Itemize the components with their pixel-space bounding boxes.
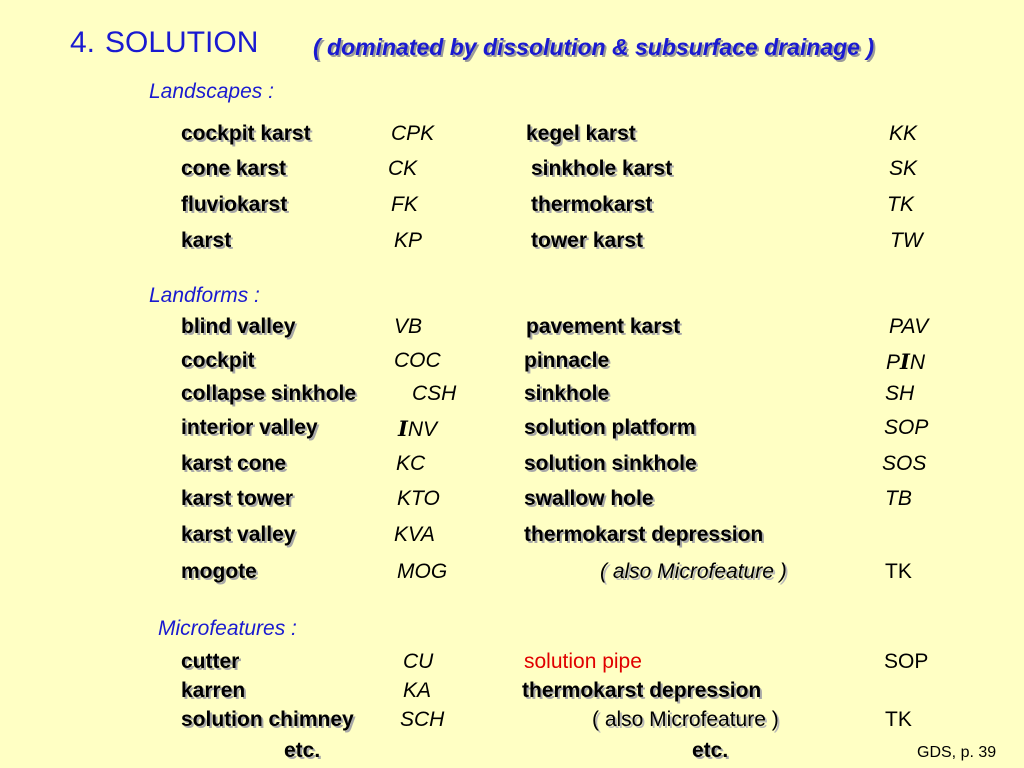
term-karst-cone: karst cone	[181, 452, 287, 475]
abbr-cpk: CPK	[391, 122, 435, 145]
abbr-coc: COC	[394, 349, 441, 372]
abbr-tk-micro: TK	[885, 708, 912, 731]
abbr-ck: CK	[388, 157, 418, 180]
abbr-pav: PAV	[889, 315, 929, 338]
term-sinkhole-karst: sinkhole karst	[531, 157, 673, 180]
abbr-ka: KA	[403, 679, 432, 702]
landforms-heading: Landforms :	[149, 284, 260, 307]
term-sinkhole: sinkhole	[524, 382, 610, 405]
abbr-inv: INV	[398, 416, 438, 441]
term-cone-karst: cone karst	[181, 157, 287, 180]
term-interior-valley: interior valley	[181, 416, 318, 439]
abbr-kc: KC	[396, 452, 426, 475]
term-swallow-hole: swallow hole	[524, 487, 654, 510]
abbr-kto: KTO	[397, 487, 440, 510]
abbr-csh: CSH	[412, 382, 457, 405]
term-karst: karst	[181, 229, 232, 252]
abbr-sos: SOS	[882, 452, 927, 475]
section-title: SOLUTION	[105, 26, 259, 59]
also-microfeature-note-micro: ( also Microfeature )	[592, 708, 779, 731]
page-reference: GDS, p. 39	[917, 744, 997, 761]
term-mogote: mogote	[181, 560, 257, 583]
abbr-tk-landform: TK	[885, 560, 912, 583]
term-pavement-karst: pavement karst	[526, 315, 681, 338]
abbr-fk: FK	[391, 193, 418, 216]
page-title	[70, 26, 258, 60]
term-collapse-sinkhole: collapse sinkhole	[181, 382, 357, 405]
abbr-kva: KVA	[394, 523, 435, 546]
landscapes-heading: Landscapes :	[149, 80, 274, 103]
term-thermokarst: thermokarst	[531, 193, 653, 216]
abbr-tk: TK	[887, 193, 914, 216]
term-cockpit: cockpit	[181, 349, 255, 372]
term-thermokarst-depression: thermokarst depression	[524, 523, 764, 546]
abbr-tb: TB	[885, 487, 912, 510]
abbr-kp: KP	[394, 229, 423, 252]
etc-left: etc.	[284, 739, 321, 762]
abbr-sch: SCH	[400, 708, 445, 731]
term-solution-chimney: solution chimney	[181, 708, 354, 731]
term-karst-valley: karst valley	[181, 523, 296, 546]
term-cutter: cutter	[181, 650, 240, 673]
etc-right: etc.	[692, 739, 729, 762]
term-blind-valley: blind valley	[181, 315, 296, 338]
abbr-vb: VB	[394, 315, 423, 338]
abbr-sop: SOP	[884, 416, 929, 439]
term-thermokarst-depression-micro: thermokarst depression	[522, 679, 762, 702]
term-cockpit-karst: cockpit karst	[181, 122, 311, 145]
term-tower-karst: tower karst	[531, 229, 644, 252]
term-solution-sinkhole: solution sinkhole	[524, 452, 697, 475]
section-number: 4.	[70, 26, 96, 59]
abbr-cu: CU	[403, 650, 434, 673]
term-karst-tower: karst tower	[181, 487, 294, 510]
term-kegel-karst: kegel karst	[526, 122, 636, 145]
abbr-sop-micro: SOP	[884, 650, 929, 673]
abbr-mog: MOG	[397, 560, 448, 583]
abbr-sk: SK	[889, 157, 918, 180]
term-pinnacle: pinnacle	[524, 349, 610, 372]
section-subtitle: ( dominated by dissolution & subsurface drainage )	[313, 34, 875, 60]
abbr-sh: SH	[885, 382, 915, 405]
term-fluviokarst: fluviokarst	[181, 193, 288, 216]
abbr-kk: KK	[889, 122, 918, 145]
term-solution-platform: solution platform	[524, 416, 696, 439]
also-microfeature-note: ( also Microfeature )	[600, 560, 787, 583]
term-karren: karren	[181, 679, 246, 702]
abbr-tw: TW	[890, 229, 923, 252]
microfeatures-heading: Microfeatures :	[158, 617, 297, 640]
abbr-pin: PIN	[886, 349, 926, 374]
term-solution-pipe: solution pipe	[524, 650, 642, 673]
